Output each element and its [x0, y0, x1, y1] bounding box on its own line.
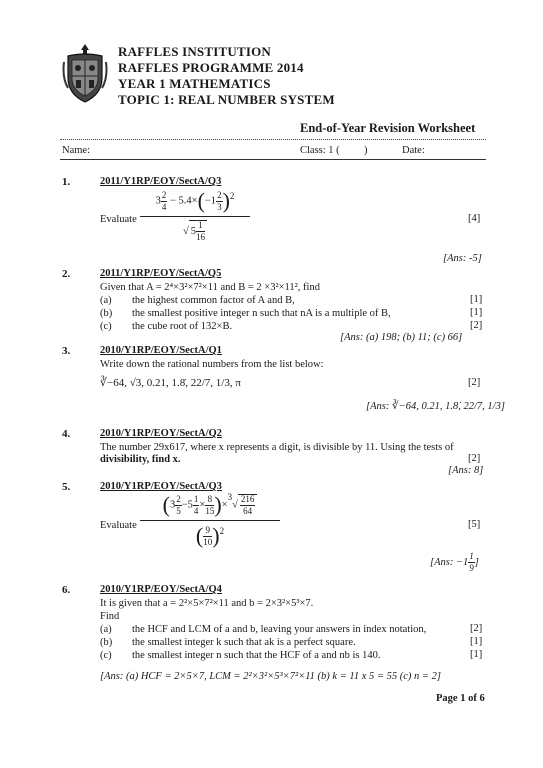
q6-part-c-label: (c) — [100, 650, 112, 661]
q4-number: 4. — [62, 428, 71, 440]
q4-line-1: The number 29x617, where x represents a digit, is divisible by 11. Using the tests of — [100, 442, 454, 453]
q2-part-a-label: (a) — [100, 295, 112, 306]
header-line-3: YEAR 1 MATHEMATICS — [118, 76, 271, 91]
q1-mark: [4] — [468, 213, 481, 224]
q6-code: 2010/Y1RP/EOY/SectA/Q4 — [100, 584, 222, 595]
q5-number: 5. — [62, 481, 71, 493]
class-close: ) — [364, 145, 368, 156]
q2-number: 2. — [62, 268, 71, 280]
q6-find: Find — [100, 611, 120, 622]
q5-evaluate: Evaluate — [100, 520, 137, 531]
q2-part-a-text: the highest common factor of A and B, — [132, 295, 295, 306]
q2-part-b-text: the smallest positive integer n such that nA is a multiple of B, — [132, 308, 391, 319]
q6-answer: [Ans: (a) HCF = 2×5×7, LCM = 2²×3²×5³×7²×11 (b) k = 11 x 5 = 55 (c) n = 2] — [100, 671, 441, 682]
date-label: Date: — [402, 145, 425, 156]
q2-part-c-text: the cube root of 132×B. — [132, 321, 233, 332]
q4-line-2: divisibility, find x. — [100, 454, 181, 465]
q6-number: 6. — [62, 584, 71, 596]
q3-answer: [Ans: ∛−64, 0.21, 1.8̇, 22/7, 1/3] — [366, 401, 505, 412]
q6-part-c-mark: [1] — [470, 649, 483, 660]
q1-expression: 3 $\frac{2}{4}$ − 5.4×(−1 $\frac{2}{3}$ )$^2$ √ 5 $\frac{1}{16}$ — [140, 188, 250, 242]
crest-logo — [62, 42, 108, 106]
q1-evaluate: Evaluate — [100, 214, 137, 225]
q5-answer: [Ans: −1 $\frac{1}{9}$ ] — [430, 551, 479, 573]
q2-part-c-label: (c) — [100, 321, 112, 332]
q6-part-a-label: (a) — [100, 624, 112, 635]
header-line-2: RAFFLES PROGRAMME 2014 — [118, 60, 304, 75]
q2-part-b-label: (b) — [100, 308, 113, 319]
q2-part-b-mark: [1] — [470, 307, 483, 318]
page-number: Page 1 of 6 — [436, 693, 485, 704]
q1-code: 2011/Y1RP/EOY/SectA/Q3 — [100, 176, 222, 187]
q3-code: 2010/Y1RP/EOY/SectA/Q1 — [100, 345, 222, 356]
q3-intro: Write down the rational numbers from the list below: — [100, 359, 324, 370]
header-line-4: TOPIC 1: REAL NUMBER SYSTEM — [118, 92, 335, 107]
q2-part-c-mark: [2] — [470, 320, 483, 331]
class-label: Class: 1 ( — [300, 145, 340, 156]
q5-mark: [5] — [468, 519, 481, 530]
q3-mark: [2] — [468, 377, 481, 388]
q6-intro: It is given that a = 2²×5×7²×11 and b = 2×3²×5³×7. — [100, 598, 314, 609]
q6-part-b-mark: [1] — [470, 636, 483, 647]
worksheet-title: End-of-Year Revision Worksheet — [300, 121, 476, 135]
q3-number: 3. — [62, 345, 71, 357]
q6-part-b-label: (b) — [100, 637, 113, 648]
q3-number-list: ∛−64, √3, 0.21, 1.8̇, 22/7, 1/3, π — [100, 377, 241, 389]
q6-part-c-text: the smallest integer n such that the HCF of a and nb is 140. — [132, 650, 381, 661]
q2-part-a-mark: [1] — [470, 294, 483, 305]
q2-answer: [Ans: (a) 198; (b) 11; (c) 66] — [340, 332, 463, 343]
q4-code: 2010/Y1RP/EOY/SectA/Q2 — [100, 428, 222, 439]
q5-expression: (3 $\frac{2}{5}$ −5 $\frac{1}{4}$ × $\frac{8}{15}$ )×3√ $\frac{216}{64}$ ( $\frac{9}{10}$ )$^2$ — [140, 492, 280, 549]
q6-part-b-text: the smallest integer k such that ak is a perfect square. — [132, 637, 356, 648]
q2-code: 2011/Y1RP/EOY/SectA/Q5 — [100, 268, 222, 279]
q1-number: 1. — [62, 176, 71, 188]
q2-intro: Given that A = 2⁴×3²×7²×11 and B = 2 ×3²×11², find — [100, 282, 320, 293]
q6-part-a-text: the HCF and LCM of a and b, leaving your answers in index notation, — [132, 624, 427, 635]
q1-answer: [Ans: -5] — [443, 253, 482, 264]
header-line-1: RAFFLES INSTITUTION — [118, 44, 271, 59]
q6-part-a-mark: [2] — [470, 623, 483, 634]
q4-mark: [2] — [468, 453, 481, 464]
name-label: Name: — [62, 145, 90, 156]
q5-code: 2010/Y1RP/EOY/SectA/Q3 — [100, 481, 222, 492]
q4-answer: [Ans: 8] — [448, 465, 484, 476]
